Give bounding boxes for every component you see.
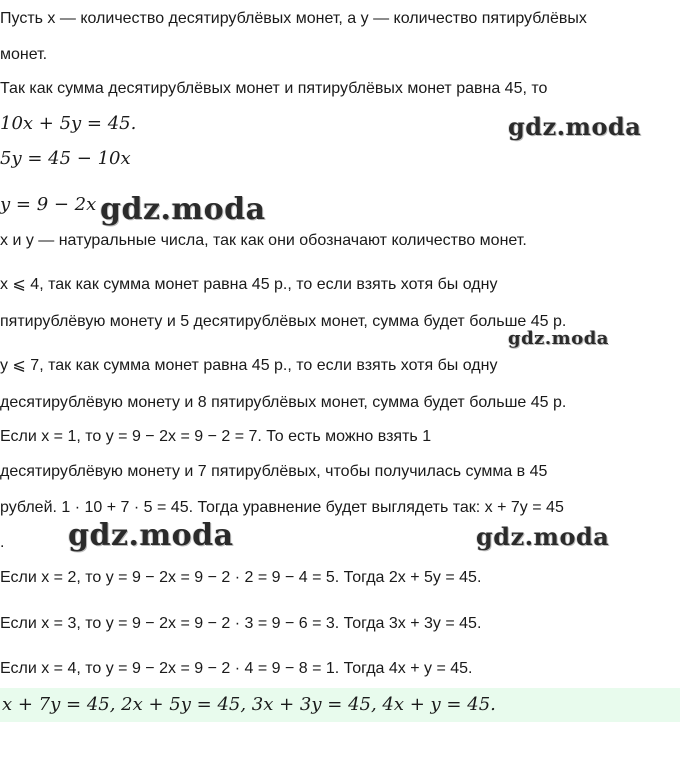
answer-highlight bbox=[0, 688, 680, 722]
text-line-8: x ⩽ 4, так как сумма монет равна 45 р., то если взять хотя бы одну bbox=[0, 276, 498, 293]
answer-text: x + 7y = 45, 2x + 5y = 45, 3x + 3y = 45, 4x + y = 45. bbox=[2, 694, 496, 715]
watermark: gdz.moda bbox=[508, 328, 609, 349]
watermark: gdz.moda bbox=[100, 192, 266, 227]
equation-3: y = 9 − 2x bbox=[0, 194, 97, 215]
text-line-14: рублей. 1 · 10 + 7 · 5 = 45. Тогда уравнение будет выглядеть так: x + 7y = 45 bbox=[0, 499, 564, 516]
text-line-2: монет. bbox=[0, 46, 48, 63]
watermark: gdz.moda bbox=[476, 522, 610, 551]
text-line-17: Если x = 3, то y = 9 − 2x = 9 − 2 · 3 = 9 − 6 = 3. Тогда 3x + 3y = 45. bbox=[0, 615, 482, 632]
text-line-11: десятирублёвую монету и 8 пятирублёвых монет, сумма будет больше 45 р. bbox=[0, 394, 567, 411]
watermark: gdz.moda bbox=[508, 112, 642, 141]
text-line-12: Если x = 1, то y = 9 − 2x = 9 − 2 = 7. То есть можно взять 1 bbox=[0, 428, 432, 445]
text-line-10: y ⩽ 7, так как сумма монет равна 45 р., то если взять хотя бы одну bbox=[0, 357, 498, 374]
watermark: gdz.moda bbox=[68, 518, 234, 553]
text-line-1: Пусть x — количество десятирублёвых монет, а y — количество пятирублёвых bbox=[0, 10, 587, 27]
text-line-3: Так как сумма десятирублёвых монет и пятирублёвых монет равна 45, то bbox=[0, 80, 548, 97]
text-line-16: Если x = 2, то y = 9 − 2x = 9 − 2 · 2 = 9 − 4 = 5. Тогда 2x + 5y = 45. bbox=[0, 569, 482, 586]
text-line-7: x и y — натуральные числа, так как они обозначают количество монет. bbox=[0, 232, 527, 249]
text-line-13: десятирублёвую монету и 7 пятирублёвых, чтобы получилась сумма в 45 bbox=[0, 463, 548, 480]
text-line-15: . bbox=[0, 534, 5, 551]
equation-2: 5y = 45 − 10x bbox=[0, 148, 131, 169]
equation-1: 10x + 5y = 45. bbox=[0, 113, 137, 134]
text-line-18: Если x = 4, то y = 9 − 2x = 9 − 2 · 4 = 9 − 8 = 1. Тогда 4x + y = 45. bbox=[0, 660, 473, 677]
text-line-9: пятирублёвую монету и 5 десятирублёвых монет, сумма будет больше 45 р. bbox=[0, 313, 567, 330]
